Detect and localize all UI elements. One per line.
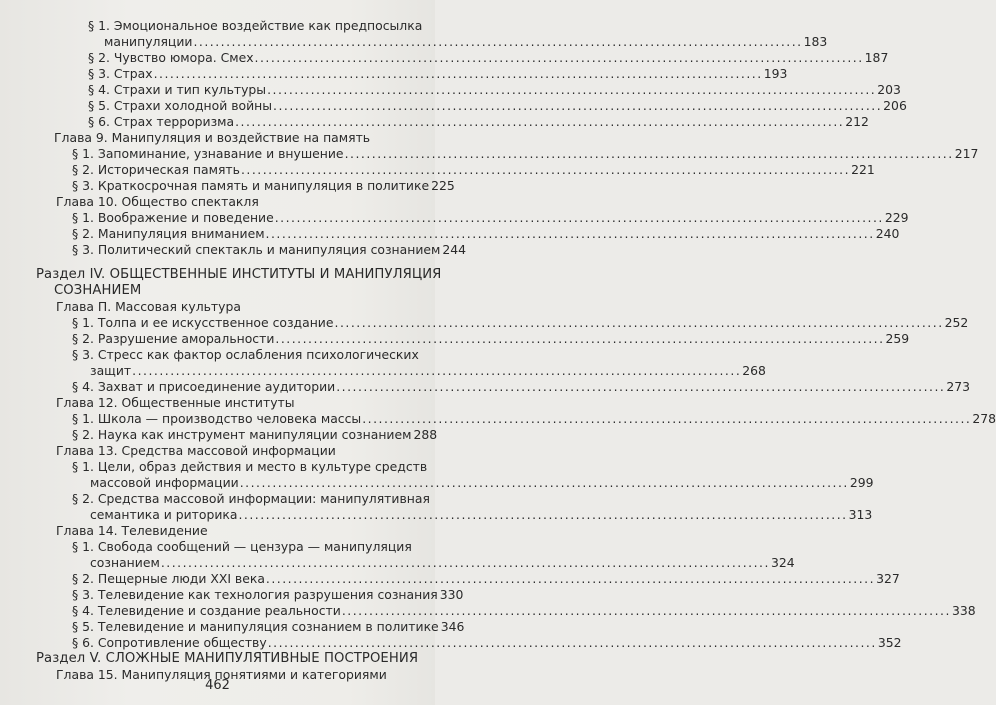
toc-entry-title: § 4. Страхи и тип культуры: [88, 82, 267, 97]
leader-dots: [268, 635, 877, 651]
toc-entry-title: Раздел V. СЛОЖНЫЕ МАНИПУЛЯТИВНЫЕ ПОСТРОЕНИЯ: [36, 651, 419, 666]
toc-entry: [72, 331, 910, 347]
leader-dots: [362, 411, 971, 427]
toc-entry: [90, 363, 766, 379]
toc-entry-page: 324: [770, 555, 795, 570]
toc-entry: [54, 283, 423, 299]
leader-dots: [255, 50, 864, 66]
toc-entry-page: 203: [877, 82, 901, 97]
toc-entry: [54, 130, 423, 146]
toc-entry-page: 288: [413, 427, 438, 442]
toc-entry: [72, 427, 438, 443]
leader-dots: [267, 82, 876, 98]
toc-entry-title: манипуляции: [104, 34, 193, 49]
leader-dots: [273, 98, 882, 114]
toc-entry-title: § 4. Телевидение и создание реальности: [72, 603, 341, 618]
leader-dots: [193, 34, 802, 50]
toc-entry-page: 193: [763, 66, 788, 81]
toc-entry-title: § 6. Сопротивление обществу: [72, 635, 267, 650]
toc-entry: [56, 523, 423, 539]
toc-entry: [88, 82, 901, 98]
toc-entry-page: 225: [431, 178, 455, 193]
toc-entry-title: Глава 14. Телевидение: [56, 523, 208, 538]
toc-entry: [88, 114, 869, 130]
toc-entry-title: Глава 10. Общество спектакля: [56, 194, 259, 209]
leader-dots: [342, 603, 951, 619]
toc-entry-title: семантика и риторика: [90, 507, 238, 522]
toc-entry: [72, 162, 875, 178]
toc-entry: [56, 194, 423, 210]
toc-entry: [72, 210, 909, 226]
toc-entry: [90, 507, 873, 523]
toc-entry-title: § 2. Разрушение аморальности: [72, 331, 275, 346]
toc-entry-title: Глава 9. Манипуляция и воздействие на память: [54, 130, 371, 145]
toc-entry-title: § 1. Запоминание, узнавание и внушение: [72, 146, 344, 161]
leader-dots: [275, 331, 884, 347]
leader-dots: [335, 315, 944, 331]
leader-dots: [275, 210, 884, 226]
toc-entry: [90, 475, 874, 491]
toc-entry-title: § 1. Толпа и ее искусственное создание: [72, 315, 334, 330]
toc-entry-title: § 5. Страхи холодной войны: [88, 98, 273, 113]
toc-entry-title: массовой информации: [90, 475, 239, 490]
toc-entry: [36, 267, 442, 283]
toc-entry: [36, 651, 423, 667]
toc-entry-title: § 1. Эмоциональное воздействие как предпосылка: [88, 18, 423, 33]
toc-entry-title: § 2. Пещерные люди XXI века: [72, 571, 265, 586]
toc-entry: [72, 587, 464, 603]
leader-dots: [345, 146, 954, 162]
toc-entry-title: СОЗНАНИЕМ: [54, 283, 142, 298]
toc-entry-page: 252: [944, 315, 969, 330]
leader-dots: [241, 162, 850, 178]
toc-entry: [72, 226, 900, 242]
toc-entry-title: § 4. Захват и присоединение аудитории: [72, 379, 336, 394]
toc-entry: [88, 66, 788, 82]
toc-entry-title: защит: [90, 363, 132, 378]
toc-entry-title: § 2. Чувство юмора. Смех: [88, 50, 254, 65]
toc-entry: [72, 347, 423, 363]
toc-entry: [88, 98, 907, 114]
toc-entry-title: § 2. Историческая память: [72, 162, 240, 177]
toc-entry: [56, 395, 423, 411]
toc-entry-page: 346: [440, 619, 465, 634]
toc-entry: [72, 539, 423, 555]
toc-entry-title: § 3. Стресс как фактор ослабления психологических: [72, 347, 419, 362]
toc-entry-page: 327: [876, 571, 900, 586]
toc-entry-title: § 1. Свобода сообщений — цензура — манипуляция: [72, 539, 412, 554]
toc-entry-page: 206: [883, 98, 907, 113]
toc-entry-page: 221: [851, 162, 875, 177]
leader-dots: [266, 571, 875, 587]
toc-entry: [90, 555, 795, 571]
toc-entry: [88, 18, 423, 34]
leader-dots: [266, 226, 875, 242]
toc-entry-title: § 2. Средства массовой информации: манипулятивная: [72, 491, 430, 506]
toc-entry-title: § 1. Цели, образ действия и место в культуре средств: [72, 459, 428, 474]
toc-entry-page: 273: [946, 379, 971, 394]
toc-entry-page: 299: [849, 475, 874, 490]
toc-entry-page: 212: [845, 114, 869, 129]
toc-entry-title: § 2. Наука как инструмент манипуляции сознанием: [72, 427, 412, 442]
toc-entry-title: § 1. Воображение и поведение: [72, 210, 274, 225]
toc-entry-title: § 1. Школа — производство человека массы: [72, 411, 362, 426]
toc-entry-title: Глава 13. Средства массовой информации: [56, 443, 336, 458]
leader-dots: [240, 475, 849, 491]
toc-entry-title: § 6. Страх терроризма: [88, 114, 235, 129]
toc-entry-page: 330: [439, 587, 464, 602]
toc-entry: [104, 34, 828, 50]
toc-entry: [72, 459, 428, 475]
toc-entry-title: Глава 12. Общественные институты: [56, 395, 295, 410]
toc-entry: [72, 619, 465, 635]
leader-dots: [154, 66, 763, 82]
leader-dots: [336, 379, 945, 395]
toc-entry-page: 229: [884, 210, 909, 225]
toc-entry: [72, 242, 467, 258]
toc-entry-page: 240: [875, 226, 900, 241]
toc-entry-page: 259: [885, 331, 910, 346]
toc-entry-page: 313: [848, 507, 873, 522]
toc-entry-title: Глава 15. Манипуляция понятиями и категориями: [56, 667, 387, 682]
toc-entry-page: 187: [864, 50, 889, 65]
toc-entry-title: Глава П. Массовая культура: [56, 299, 241, 314]
toc-entry-page: 244: [442, 242, 467, 257]
toc-entry: [56, 443, 423, 459]
toc-entry-title: § 2. Манипуляция вниманием: [72, 226, 265, 241]
toc-entry-page: 183: [803, 34, 828, 49]
toc-entry: [72, 411, 996, 427]
toc-entry-title: § 3. Телевидение как технология разрушения сознания: [72, 587, 438, 602]
toc-entry-title: сознанием: [90, 555, 160, 570]
toc-entry: [88, 50, 889, 66]
toc-entry: [72, 603, 976, 619]
toc-entry-title: § 3. Страх: [88, 66, 153, 81]
toc-entry-page: 217: [954, 146, 979, 161]
toc-entry: [72, 315, 969, 331]
leader-dots: [238, 507, 847, 523]
leader-dots: [161, 555, 770, 571]
toc-entry: [72, 146, 979, 162]
toc-entry-title: § 3. Краткосрочная память и манипуляция в политике: [72, 178, 430, 193]
leader-dots: [132, 363, 741, 379]
page-number: 462: [205, 678, 230, 693]
toc-entry-title: Раздел IV. ОБЩЕСТВЕННЫЕ ИНСТИТУТЫ И МАНИПУЛЯЦИЯ: [36, 267, 442, 282]
toc-entry-page: 268: [742, 363, 766, 378]
toc-entry: [56, 299, 423, 315]
toc-entry-title: § 3. Политический спектакль и манипуляция сознанием: [72, 242, 441, 257]
toc-entry: [72, 571, 900, 587]
toc-entry: [72, 635, 902, 651]
toc-entry: [72, 178, 455, 194]
toc-entry-page: 278: [972, 411, 996, 426]
toc-entry-title: § 5. Телевидение и манипуляция сознанием в политике: [72, 619, 439, 634]
toc-entry-page: 352: [877, 635, 902, 650]
toc-entry: [72, 379, 971, 395]
toc-entry: [72, 491, 430, 507]
leader-dots: [235, 114, 844, 130]
toc-entry-page: 338: [951, 603, 976, 618]
